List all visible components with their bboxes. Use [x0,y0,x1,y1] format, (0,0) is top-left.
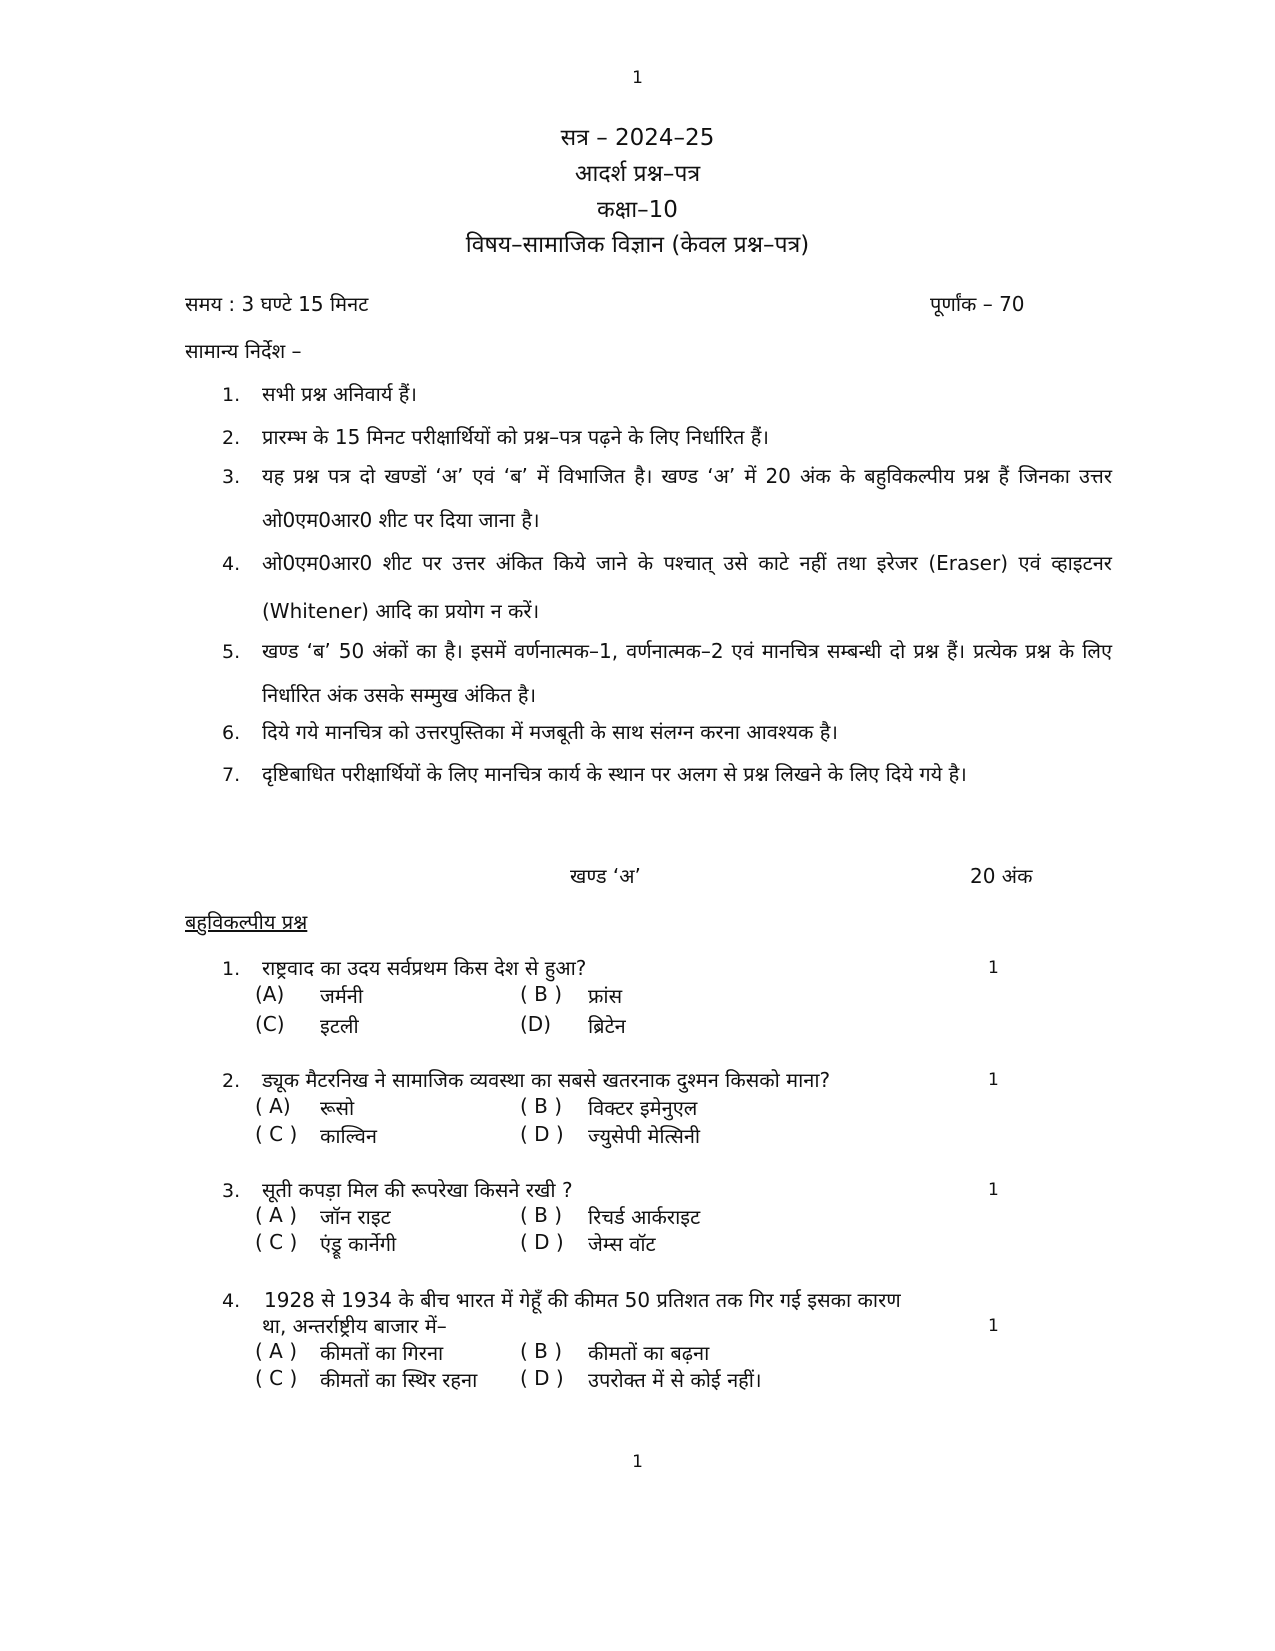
option-label: ( B ) [520,1094,563,1118]
option-text: ज्युसेपी मेत्सिनी [588,1124,701,1148]
option-text: जॉन राइट [320,1205,391,1229]
question-marks: 1 [988,1070,999,1090]
option-text: जेम्स वॉट [588,1232,656,1256]
instruction-number: 6. [222,722,241,744]
option-label: ( A ) [255,1203,298,1227]
question-text-line: 1928 से 1934 के बीच भारत में गेहूँ की कीमत 50 प्रतिशत तक गिर गई इसका कारण [264,1288,901,1312]
option-label: ( D ) [520,1366,564,1390]
option-text: उपरोक्त में से कोई नहीं। [588,1368,762,1392]
option-label: ( D ) [520,1230,564,1254]
instruction-text: दृष्टिबाधित परीक्षार्थियों के लिए मानचित्र कार्य के स्थान पर अलग से प्रश्न लिखने के लिए दिये गये है। [262,762,967,786]
instruction-text: यह प्रश्न पत्र दो खण्डों ‘अ’ एवं ‘ब’ में विभाजित है। खण्ड ‘अ’ में 20 अंक के बहुविकल्पीय प्रश्न हैं जिनका उत्तर ओ0एम0आर0 शीट पर दिया जाना है। [262,464,1112,532]
class-heading: कक्षा–10 [597,197,678,223]
option-label: ( D ) [520,1122,564,1146]
option-text: कीमतों का स्थिर रहना [320,1368,478,1392]
paper-type-heading: आदर्श प्रश्न–पत्र [574,161,701,187]
question-marks: 1 [988,1180,999,1200]
option-label: ( A ) [255,1339,298,1363]
mcq-subheading: बहुविकल्पीय प्रश्न [185,910,308,934]
question-number: 4. [222,1290,241,1312]
option-label: (C) [255,1012,285,1036]
option-label: (D) [520,1012,552,1036]
option-label: ( C ) [255,1122,298,1146]
option-text: फ्रांस [588,984,623,1008]
option-label: ( C ) [255,1230,298,1254]
instruction-text: प्रारम्भ के 15 मिनट परीक्षार्थियों को प्रश्न–पत्र पढ़ने के लिए निर्धारित हैं। [262,425,769,449]
instruction-number: 3. [222,466,241,488]
instruction-text: खण्ड ‘ब’ 50 अंकों का है। इसमें वर्णनात्मक–1, वर्णनात्मक–2 एवं मानचित्र सम्बन्धी दो प्रश्न हैं। प्रत्येक प्रश्न के लिए निर्धारित अंक उसके सम्मुख अंकित है। [262,639,1112,707]
full-marks-label: पूर्णांक – 70 [930,292,1025,316]
session-heading: सत्र – 2024–25 [560,125,715,151]
subject-heading: विषय–सामाजिक विज्ञान (केवल प्रश्न–पत्र) [465,232,810,258]
instruction-number: 2. [222,427,241,449]
question-number: 2. [222,1070,241,1092]
question-number: 1. [222,958,241,980]
option-text: कीमतों का गिरना [320,1341,444,1365]
section-a-title: खण्ड ‘अ’ [570,864,641,888]
option-text: ब्रिटेन [588,1014,626,1038]
option-text: एंड्रू कार्नेगी [320,1232,397,1256]
option-label: ( B ) [520,1339,563,1363]
option-text: विक्टर इमेनुएल [588,1096,698,1120]
option-text: जर्मनी [320,984,364,1008]
question-text: सूती कपड़ा मिल की रूपरेखा किसने रखी ? [262,1178,573,1202]
instruction-number: 5. [222,641,241,663]
question-marks: 1 [988,958,999,978]
option-label: ( B ) [520,1203,563,1227]
option-label: ( C ) [255,1366,298,1390]
question-text: राष्ट्रवाद का उदय सर्वप्रथम किस देश से हुआ? [262,956,587,980]
question-number: 3. [222,1180,241,1202]
instruction-number: 1. [222,384,241,406]
option-text: इटली [320,1014,359,1038]
question-text: ड्यूक मैटरनिख ने सामाजिक व्यवस्था का सबसे खतरनाक दुश्मन किसको माना? [262,1068,831,1092]
question-text-line: था, अन्तर्राष्ट्रीय बाजार में– [262,1314,447,1338]
option-label: (A) [255,982,285,1006]
page-number-bottom: 1 [632,1452,643,1472]
instruction-text: ओ0एम0आर0 शीट पर उत्तर अंकित किये जाने के पश्चात् उसे काटे नहीं तथा इरेजर (Eraser) एवं व्हाइटनर (Whitener) आदि का प्रयोग न करें। [262,551,1112,623]
option-text: रिचर्ड आर्कराइट [588,1205,701,1229]
option-label: ( A) [255,1094,291,1118]
section-a-marks: 20 अंक [970,864,1033,888]
time-label: समय : 3 घण्टे 15 मिनट [185,292,369,316]
instruction-text: सभी प्रश्न अनिवार्य हैं। [262,382,418,406]
option-text: काल्विन [320,1124,377,1148]
instructions-title: सामान्य निर्देश – [185,339,302,363]
option-label: ( B ) [520,982,563,1006]
page-number-top: 1 [632,68,643,88]
question-marks: 1 [988,1316,999,1336]
instruction-text: दिये गये मानचित्र को उत्तरपुस्तिका में मजबूती के साथ संलग्न करना आवश्यक है। [262,720,838,744]
instruction-number: 7. [222,764,241,786]
instruction-number: 4. [222,553,241,575]
option-text: रूसो [320,1096,355,1120]
option-text: कीमतों का बढ़ना [588,1341,710,1365]
